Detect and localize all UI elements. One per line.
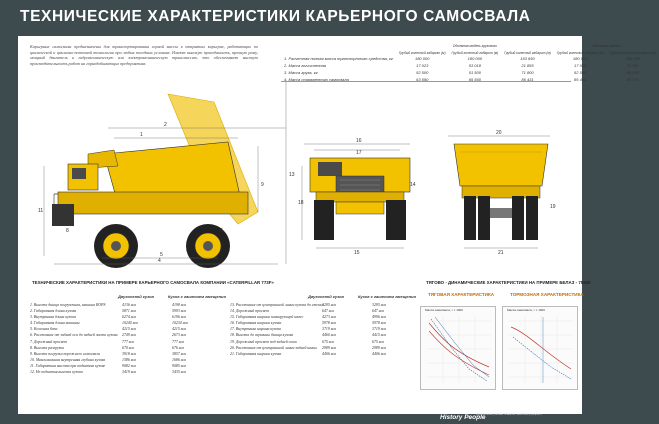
col-header: Двухосевой кузов	[308, 294, 344, 299]
dim-label: 20	[496, 130, 502, 136]
table-row: 4. Масса снаряженного самосвала 63 590 65 560 86 431 85 482 84 171	[284, 77, 639, 82]
spec-name: 2. Габаритная длина кузова	[30, 309, 77, 314]
spec-value: 1686 мм	[172, 357, 186, 362]
graph-title-traction: ТЯГОВАЯ ХАРАКТЕРИСТИКА	[428, 292, 495, 297]
spec-value: 647 мм	[322, 309, 334, 314]
intro-text: Карьерные самосвалы предназначены для транспортирования горной массы в открытых карьерах, работающих по циклической и циклично-поточной технологии при любых погодных условиях. Имеют высокую проходимость, прочную раму, мощный двигатель и гидромеханическую или электромеханическую трансмиссию, что обеспечивает высокую производительность работ на горнодобывающих предприятиях.	[30, 44, 258, 67]
spec-name: 19. Дорожный просвет под задней осью	[230, 339, 297, 344]
spec-name: 3. Внутренняя длина кузова	[30, 315, 76, 320]
col-header: Грубый колесный габарит (м)	[398, 51, 446, 55]
table-row: 2. Масса вычисленная 17 023 53 018 21 855 17 023 21 011	[284, 63, 639, 68]
spec-value: 3435 мм	[172, 370, 186, 375]
spec-value: 4273 мм	[322, 315, 336, 320]
spec-name: 12. Не поднятая высота кузова	[30, 370, 83, 375]
spec-value: 4215 мм	[172, 327, 186, 332]
spec-value: 676 мм	[172, 345, 184, 350]
col-header: Грубый колесный габарит (м)	[609, 51, 657, 55]
spec-value: 4406 мм	[322, 351, 336, 356]
poster-sheet	[18, 36, 657, 414]
spec-value: 3857 мм	[172, 351, 186, 356]
dim-label: 13	[289, 172, 295, 178]
dim-label: 17	[356, 150, 362, 156]
group-header: Объемная модель грузового	[452, 44, 497, 48]
dim-label: 8	[66, 228, 69, 234]
spec-name: 4. Габаритная длина машины	[30, 321, 80, 326]
spec-value: 1586 мм	[122, 357, 136, 362]
truck-drawings	[18, 36, 582, 266]
spec-value: 777 мм	[122, 339, 134, 344]
col-header: Грубый колесный габарит (м)	[504, 51, 551, 55]
col-header: Грубый колесный габарит (м)	[451, 51, 499, 55]
spec-value: 670 мм	[122, 345, 134, 350]
list-item	[30, 369, 212, 375]
dim-label: 5	[160, 252, 163, 258]
spec-name: 5. Колесная база	[30, 327, 58, 332]
spec-name: 14. Дорожный просвет	[230, 309, 269, 314]
footer-note: Изготовление учебных плакатов. www.history-people.ru	[476, 413, 542, 416]
dim-label: 18	[298, 200, 304, 206]
spec-value: 4406 мм	[372, 351, 386, 356]
table-row: 3. Масса груза, кг 52 500 51 500 71 800 52 500 90 000	[284, 70, 639, 75]
spec-name: 20. Расстояние от центральной линии задней шины	[230, 345, 317, 350]
spec-name: 1. Высота днища погрузочная, машина ROPS	[30, 303, 106, 307]
spec-value: 9082 мм	[122, 363, 136, 368]
dim-label: 4	[158, 258, 161, 264]
axis-label: Масса самосвала, т × 1000	[425, 308, 463, 312]
spec-value: 2989 мм	[372, 345, 386, 350]
spec-value: 6274 мм	[122, 315, 136, 320]
spec-value: 3295 мм	[372, 303, 386, 307]
spec-value: 3918 мм	[122, 351, 136, 356]
spec-value: 2989 мм	[322, 345, 336, 350]
spec-value: 5871 мм	[122, 309, 136, 314]
brand-logo: History People	[440, 414, 486, 421]
dim-label: 14	[410, 182, 416, 188]
dim-label: 16	[356, 138, 362, 144]
traction-curves	[421, 307, 495, 389]
spec-value: 5978 мм	[322, 321, 336, 326]
dim-label: 9	[261, 182, 264, 188]
spec-value: 2673 мм	[172, 333, 186, 338]
traction-graph	[420, 306, 496, 390]
spec-value: 3719 мм	[372, 327, 386, 332]
section-heading-specs: ТЕХНИЧЕСКИЕ ХАРАКТЕРИСТИКИ НА ПРИМЕРЕ КАРЬЕРНОГО САМОСВАЛА КОМПАНИИ «CATERPILLAR 773F»	[32, 280, 274, 285]
spec-value: 4198 мм	[172, 303, 186, 307]
truck-side-view	[38, 82, 295, 268]
spec-value: 10234 мм	[172, 321, 188, 326]
spec-value: 4460 мм	[322, 333, 336, 338]
spec-value: 2749 мм	[122, 333, 136, 338]
dim-label: 6	[220, 228, 223, 234]
spec-name: 21. Габаритная ширина кузова	[230, 351, 282, 356]
truck-rear-view	[448, 130, 556, 256]
spec-value: 3719 мм	[322, 327, 336, 332]
dim-label: 21	[498, 250, 504, 256]
spec-value: 647 мм	[372, 309, 384, 314]
group-header: Объемная модель	[592, 44, 621, 48]
spec-value: 5993 мм	[172, 309, 186, 314]
spec-name: 6. Расстояние от задней оси до задней части кузова	[30, 333, 118, 338]
spec-name: 8. Высота разгрузки	[30, 345, 65, 350]
col-header: Кузов с гашением вмещения	[168, 294, 226, 299]
spec-value: 6196 мм	[172, 315, 186, 320]
dim-label: 2	[164, 122, 167, 128]
spec-value: 777 мм	[172, 339, 184, 344]
page-title: ТЕХНИЧЕСКИЕ ХАРАКТЕРИСТИКИ КАРЬЕРНОГО САМОСВАЛА	[20, 8, 531, 25]
spec-value: 5978 мм	[372, 321, 386, 326]
col-header: Грубый колесный габарит (м)	[556, 51, 604, 55]
spec-name: 11. Габаритная высота при поднятом кузове	[30, 363, 106, 368]
spec-value: 3419 мм	[122, 370, 136, 375]
spec-value: 4996 мм	[372, 315, 386, 320]
braking-graph	[502, 306, 578, 390]
spec-value: 10240 мм	[122, 321, 138, 326]
spec-value: 4415 мм	[372, 333, 386, 338]
dim-label: 19	[550, 204, 556, 210]
spec-name: 16. Габаритная ширина кузова	[230, 321, 282, 326]
spec-value: 675 мм	[322, 339, 334, 344]
col-header: Двухосевой кузов	[118, 294, 154, 299]
spec-name: 15. Габаритная ширина планирующей навес	[230, 315, 304, 320]
braking-curves	[503, 307, 577, 389]
dim-label: 15	[354, 250, 360, 256]
list-item	[230, 351, 412, 357]
truck-front-view	[298, 138, 416, 256]
dim-label: 1	[140, 132, 143, 138]
spec-name: 10. Максимальная внутренняя глубина кузова	[30, 357, 106, 362]
spec-value: 3295 мм	[322, 303, 336, 307]
spec-value: 4215 мм	[122, 327, 136, 332]
graph-title-braking: ТОРМОЗНАЯ ХАРАКТЕРИСТИКА	[510, 292, 584, 297]
spec-name: 9. Высота погрузки порожнего самосвала	[30, 351, 100, 356]
spec-list-left	[30, 302, 212, 375]
axis-label: Масса самосвала, т × 1000	[507, 308, 545, 312]
spec-name: 18. Высота до вершины днища кузова	[230, 333, 294, 338]
spec-value: 4136 мм	[122, 303, 136, 307]
table-row: 1. Расчетная полная масса транспортного средства, кг 180 000 180 000 163 650 180 000 180 000	[284, 56, 641, 61]
spec-list-right	[230, 302, 412, 357]
spec-name: 13. Расстояние от центральной линии кузова до стенки	[230, 303, 324, 307]
section-heading-dynamics: ТЯГОВО - ДИНАМИЧЕСКИЕ ХАРАКТЕРИСТИКИ НА ПРИМЕРЕ БЕЛАЗ - 75600	[426, 280, 591, 285]
spec-name: 17. Внутренняя ширина кузова	[230, 327, 281, 332]
spec-value: 9085 мм	[172, 363, 186, 368]
spec-name: 7. Дорожный просвет	[30, 339, 67, 344]
col-header: Кузов с гашением вмещения	[358, 294, 416, 299]
dim-label: 11	[38, 208, 44, 214]
spec-value: 675 мм	[372, 339, 384, 344]
